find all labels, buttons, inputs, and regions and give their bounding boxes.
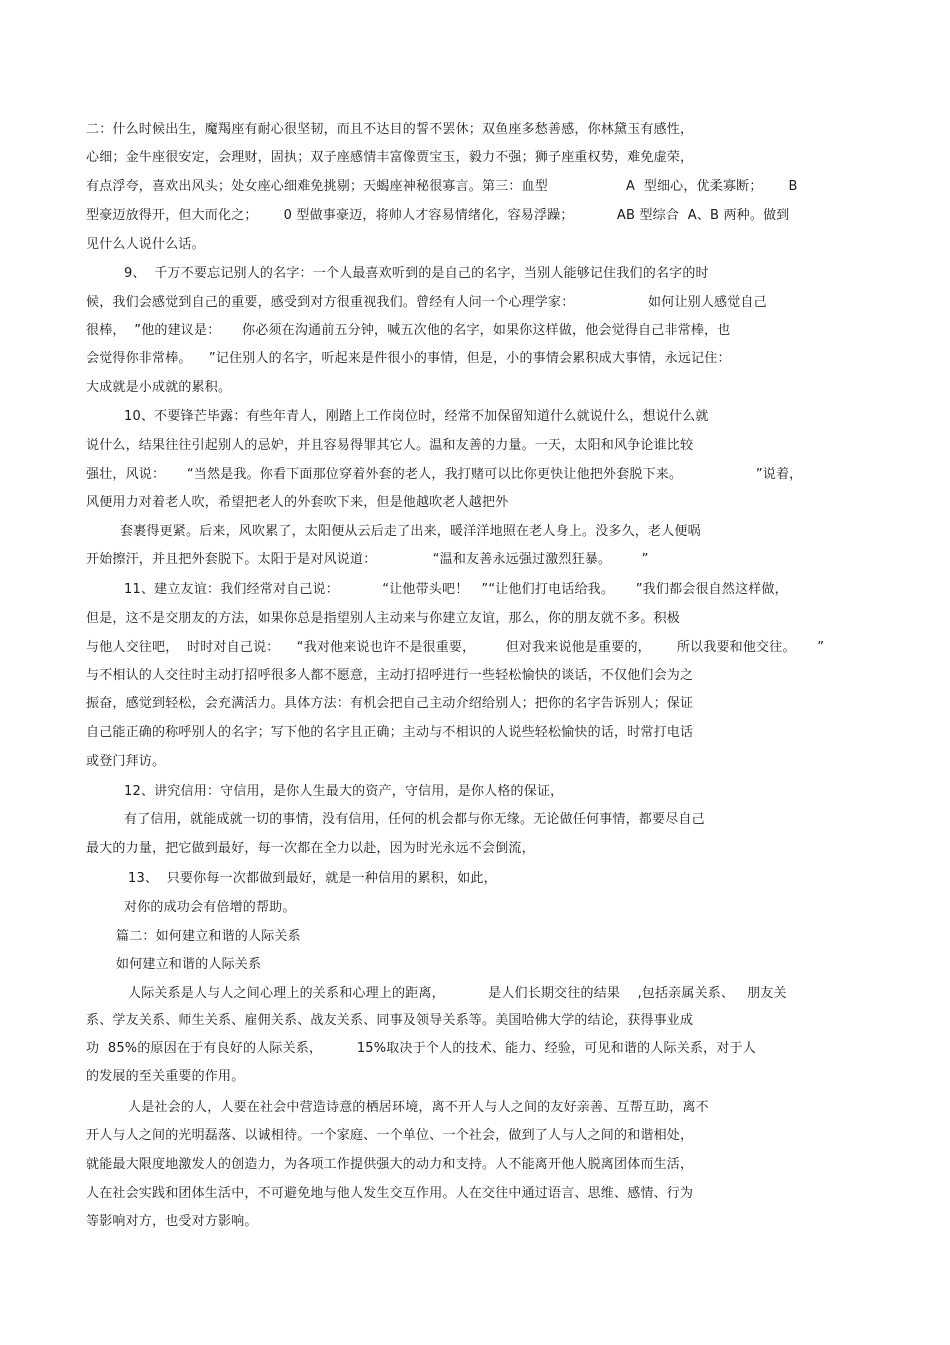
text-line: 很棒， ”他的建议是： 你必须在沟通前五分钟，喊五次他的名字，如果你这样做，他会觉得自己非常棒，也 xyxy=(86,323,731,338)
text-line: 开始擦汗，并且把外套脱下。太阳于是对风说道： “温和友善永远强过激烈狂暴。 ” xyxy=(86,552,649,567)
text-line: 会觉得你非常棒。 ”记住别人的名字，听起来是件很小的事情，但是，小的事情会累积成大事情，永远记住： xyxy=(86,351,731,366)
text-line: 有点浮夸，喜欢出风头；处女座心细难免挑剔；天蝎座神秘很寡言。第三：血型 A 型细心，优柔寡断； B xyxy=(86,179,798,194)
text-line: 风便用力对着老人吹，希望把老人的外套吹下来，但是他越吹老人越把外 xyxy=(86,495,509,510)
text-line: 10、不要锋芒毕露：有些年青人，刚踏上工作岗位时，经常不加保留知道什么就说什么，想说什么就 xyxy=(124,409,709,424)
text-line: 11、建立友谊：我们经常对自己说： “让他带头吧！ ”“让他们打电话给我。 ”我们都会很自然这样做， xyxy=(124,582,788,597)
text-line: 大成就是小成就的累积。 xyxy=(86,380,232,395)
text-line: 二：什么时候出生，魔羯座有耐心很坚韧，而且不达目的誓不罢休；双鱼座多愁善感，你林黛玉有感性， xyxy=(86,122,694,137)
text-line: 系、学友关系、师生关系、雇佣关系、战友关系、同事及领导关系等。美国哈佛大学的结论，获得事业成 xyxy=(86,1013,694,1028)
text-line: 功 85%的原因在于有良好的人际关系， 15%取决于个人的技术、能力、经验，可见和谐的人际关系，对于人 xyxy=(86,1041,756,1056)
text-line: 人是社会的人，人要在社会中营造诗意的栖居环境，离不开人与人之间的友好亲善、互帮互助，离不 xyxy=(128,1100,709,1115)
text-line: 但是，这不是交朋友的方法，如果你总是指望别人主动来与你建立友谊，那么，你的朋友就不多。积极 xyxy=(86,611,681,626)
text-line: 开人与人之间的光明磊落、以诚相待。一个家庭、一个单位、一个社会，做到了人与人之间的和谐相处， xyxy=(86,1128,694,1143)
text-line: 对你的成功会有倍增的帮助。 xyxy=(124,900,296,915)
text-line: 12、讲究信用：守信用，是你人生最大的资产，守信用，是你人格的保证， xyxy=(124,784,564,799)
text-line: 说什么，结果往往引起别人的忌妒，并且容易得罪其它人。温和友善的力量。一天，太阳和风争论谁比较 xyxy=(86,438,694,453)
text-line: 如何建立和谐的人际关系 xyxy=(116,957,262,972)
text-line: 型豪迈放得开，但大而化之； 0 型做事豪迈，将帅人才容易情绪化，容易浮躁； AB 型综合 A、B 两种。做到 xyxy=(86,208,790,223)
text-line: 篇二：如何建立和谐的人际关系 xyxy=(116,929,301,944)
text-line: 13、 只要你每一次都做到最好，就是一种信用的累积，如此， xyxy=(128,871,497,886)
text-line: 或登门拜访。 xyxy=(86,754,166,769)
text-line: 有了信用，就能成就一切的事情，没有信用，任何的机会都与你无缘。无论做任何事情，都要尽自己 xyxy=(124,812,705,827)
text-line: 就能最大限度地激发人的创造力，为各项工作提供强大的动力和支持。人不能离开他人脱离团体而生活， xyxy=(86,1157,694,1172)
text-line: 强壮，风说： “当然是我。你看下面那位穿着外套的老人，我打赌可以比你更快让他把外套脱下来。 ”说着， xyxy=(86,467,803,482)
text-line: 9、 千万不要忘记别人的名字：一个人最喜欢听到的是自己的名字，当别人能够记住我们的名字的时 xyxy=(124,266,709,281)
text-line: 自己能正确的称呼别人的名字；写下他的名字且正确；主动与不相识的人说些轻松愉快的话，时常打电话 xyxy=(86,725,694,740)
text-line: 人在社会实践和团体生活中，不可避免地与他人发生交互作用。人在交往中通过语言、思维、感情、行为 xyxy=(86,1186,694,1201)
text-line: 的发展的至关重要的作用。 xyxy=(86,1069,245,1084)
text-line: 与他人交往吧， 时时对自己说： “我对他来说也许不是很重要， 但对我来说他是重要的， 所以我要和他交往。 ” xyxy=(86,640,825,655)
text-line: 见什么人说什么话。 xyxy=(86,237,205,252)
text-line: 最大的力量，把它做到最好，每一次都在全力以赴，因为时光永远不会倒流， xyxy=(86,841,535,856)
text-line: 与不相认的人交往时主动打招呼很多人都不愿意，主动打招呼进行一些轻松愉快的谈话，不仅他们会为之 xyxy=(86,668,694,683)
text-line: 等影响对方，也受对方影响。 xyxy=(86,1214,258,1229)
text-line: 振奋，感觉到轻松，会充满活力。具体方法：有机会把自己主动介绍给别人；把你的名字告诉别人；保证 xyxy=(86,696,694,711)
text-line: 人际关系是人与人之间心理上的关系和心理上的距离， 是人们长期交往的结果 ,包括亲属关系、 朋友关 xyxy=(128,986,787,1001)
text-line: 候，我们会感觉到自己的重要，感受到对方很重视我们。曾经有人问一个心理学家： 如何让别人感觉自己 xyxy=(86,295,767,310)
text-line: 心细；金牛座很安定，会理财，固执；双子座感情丰富像贾宝玉，毅力不强；狮子座重权势，难免虚荣， xyxy=(86,150,694,165)
text-line: 套裹得更紧。后来，风吹累了，太阳便从云后走了出来，暖洋洋地照在老人身上。没多久，老人便㖞 xyxy=(120,524,701,539)
